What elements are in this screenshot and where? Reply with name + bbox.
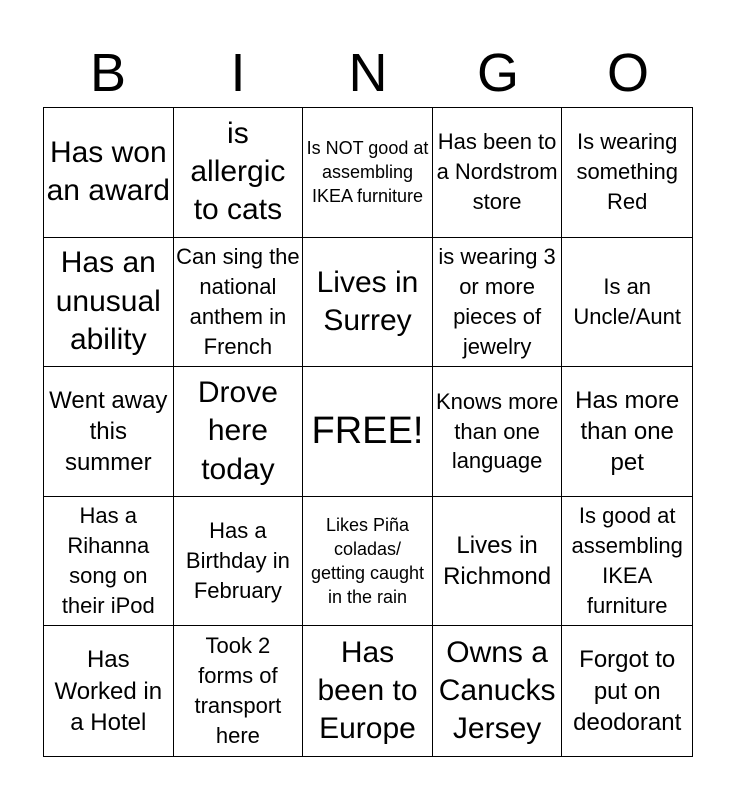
bingo-cell[interactable]: Knows more than one language <box>433 367 563 497</box>
bingo-cell[interactable]: Can sing the national anthem in French <box>174 238 304 368</box>
bingo-cell[interactable]: Has been to a Nordstrom store <box>433 108 563 238</box>
bingo-cell[interactable]: Has a Birthday in February <box>174 497 304 627</box>
bingo-cell[interactable]: Likes Piña coladas/ getting caught in the rain <box>303 497 433 627</box>
bingo-cell[interactable]: Is good at assembling IKEA furniture <box>562 497 692 627</box>
header-letter-i: I <box>230 43 246 103</box>
bingo-header <box>43 40 693 106</box>
bingo-cell[interactable]: Has Worked in a Hotel <box>44 626 174 756</box>
bingo-cell[interactable]: Has an unusual ability <box>44 238 174 368</box>
bingo-cell[interactable]: Took 2 forms of transport here <box>174 626 304 756</box>
bingo-cell[interactable]: Has more than one pet <box>562 367 692 497</box>
bingo-cell[interactable]: Owns a Canucks Jersey <box>433 626 563 756</box>
header-letter-o: O <box>606 43 649 103</box>
bingo-cell[interactable]: is allergic to cats <box>174 108 304 238</box>
free-space[interactable]: FREE! <box>303 367 433 497</box>
bingo-cell[interactable]: Has won an award <box>44 108 174 238</box>
bingo-cell[interactable]: Forgot to put on deodorant <box>573 646 682 736</box>
bingo-cell[interactable]: Has a Rihanna song on their iPod <box>44 497 174 627</box>
bingo-board <box>43 107 693 757</box>
bingo-cell[interactable]: Went away this summer <box>44 367 174 497</box>
bingo-cell[interactable]: Lives in Surrey <box>303 238 433 368</box>
bingo-cell[interactable]: Is an Uncle/Aunt <box>562 238 692 368</box>
bingo-cell[interactable]: Lives in Richmond <box>433 497 563 627</box>
header-letter-n: N <box>348 43 388 103</box>
bingo-cell[interactable]: Is NOT good at assembling IKEA furniture <box>303 108 433 238</box>
bingo-cell[interactable]: is wearing 3 or more pieces of jewelry <box>433 238 563 368</box>
bingo-cell[interactable]: Drove here today <box>174 367 304 497</box>
header-letter-b: B <box>89 43 127 103</box>
bingo-cell[interactable]: Has been to Europe <box>303 626 433 756</box>
header-letter-g: G <box>476 43 519 103</box>
bingo-cell[interactable]: Is wearing something Red <box>562 108 692 238</box>
